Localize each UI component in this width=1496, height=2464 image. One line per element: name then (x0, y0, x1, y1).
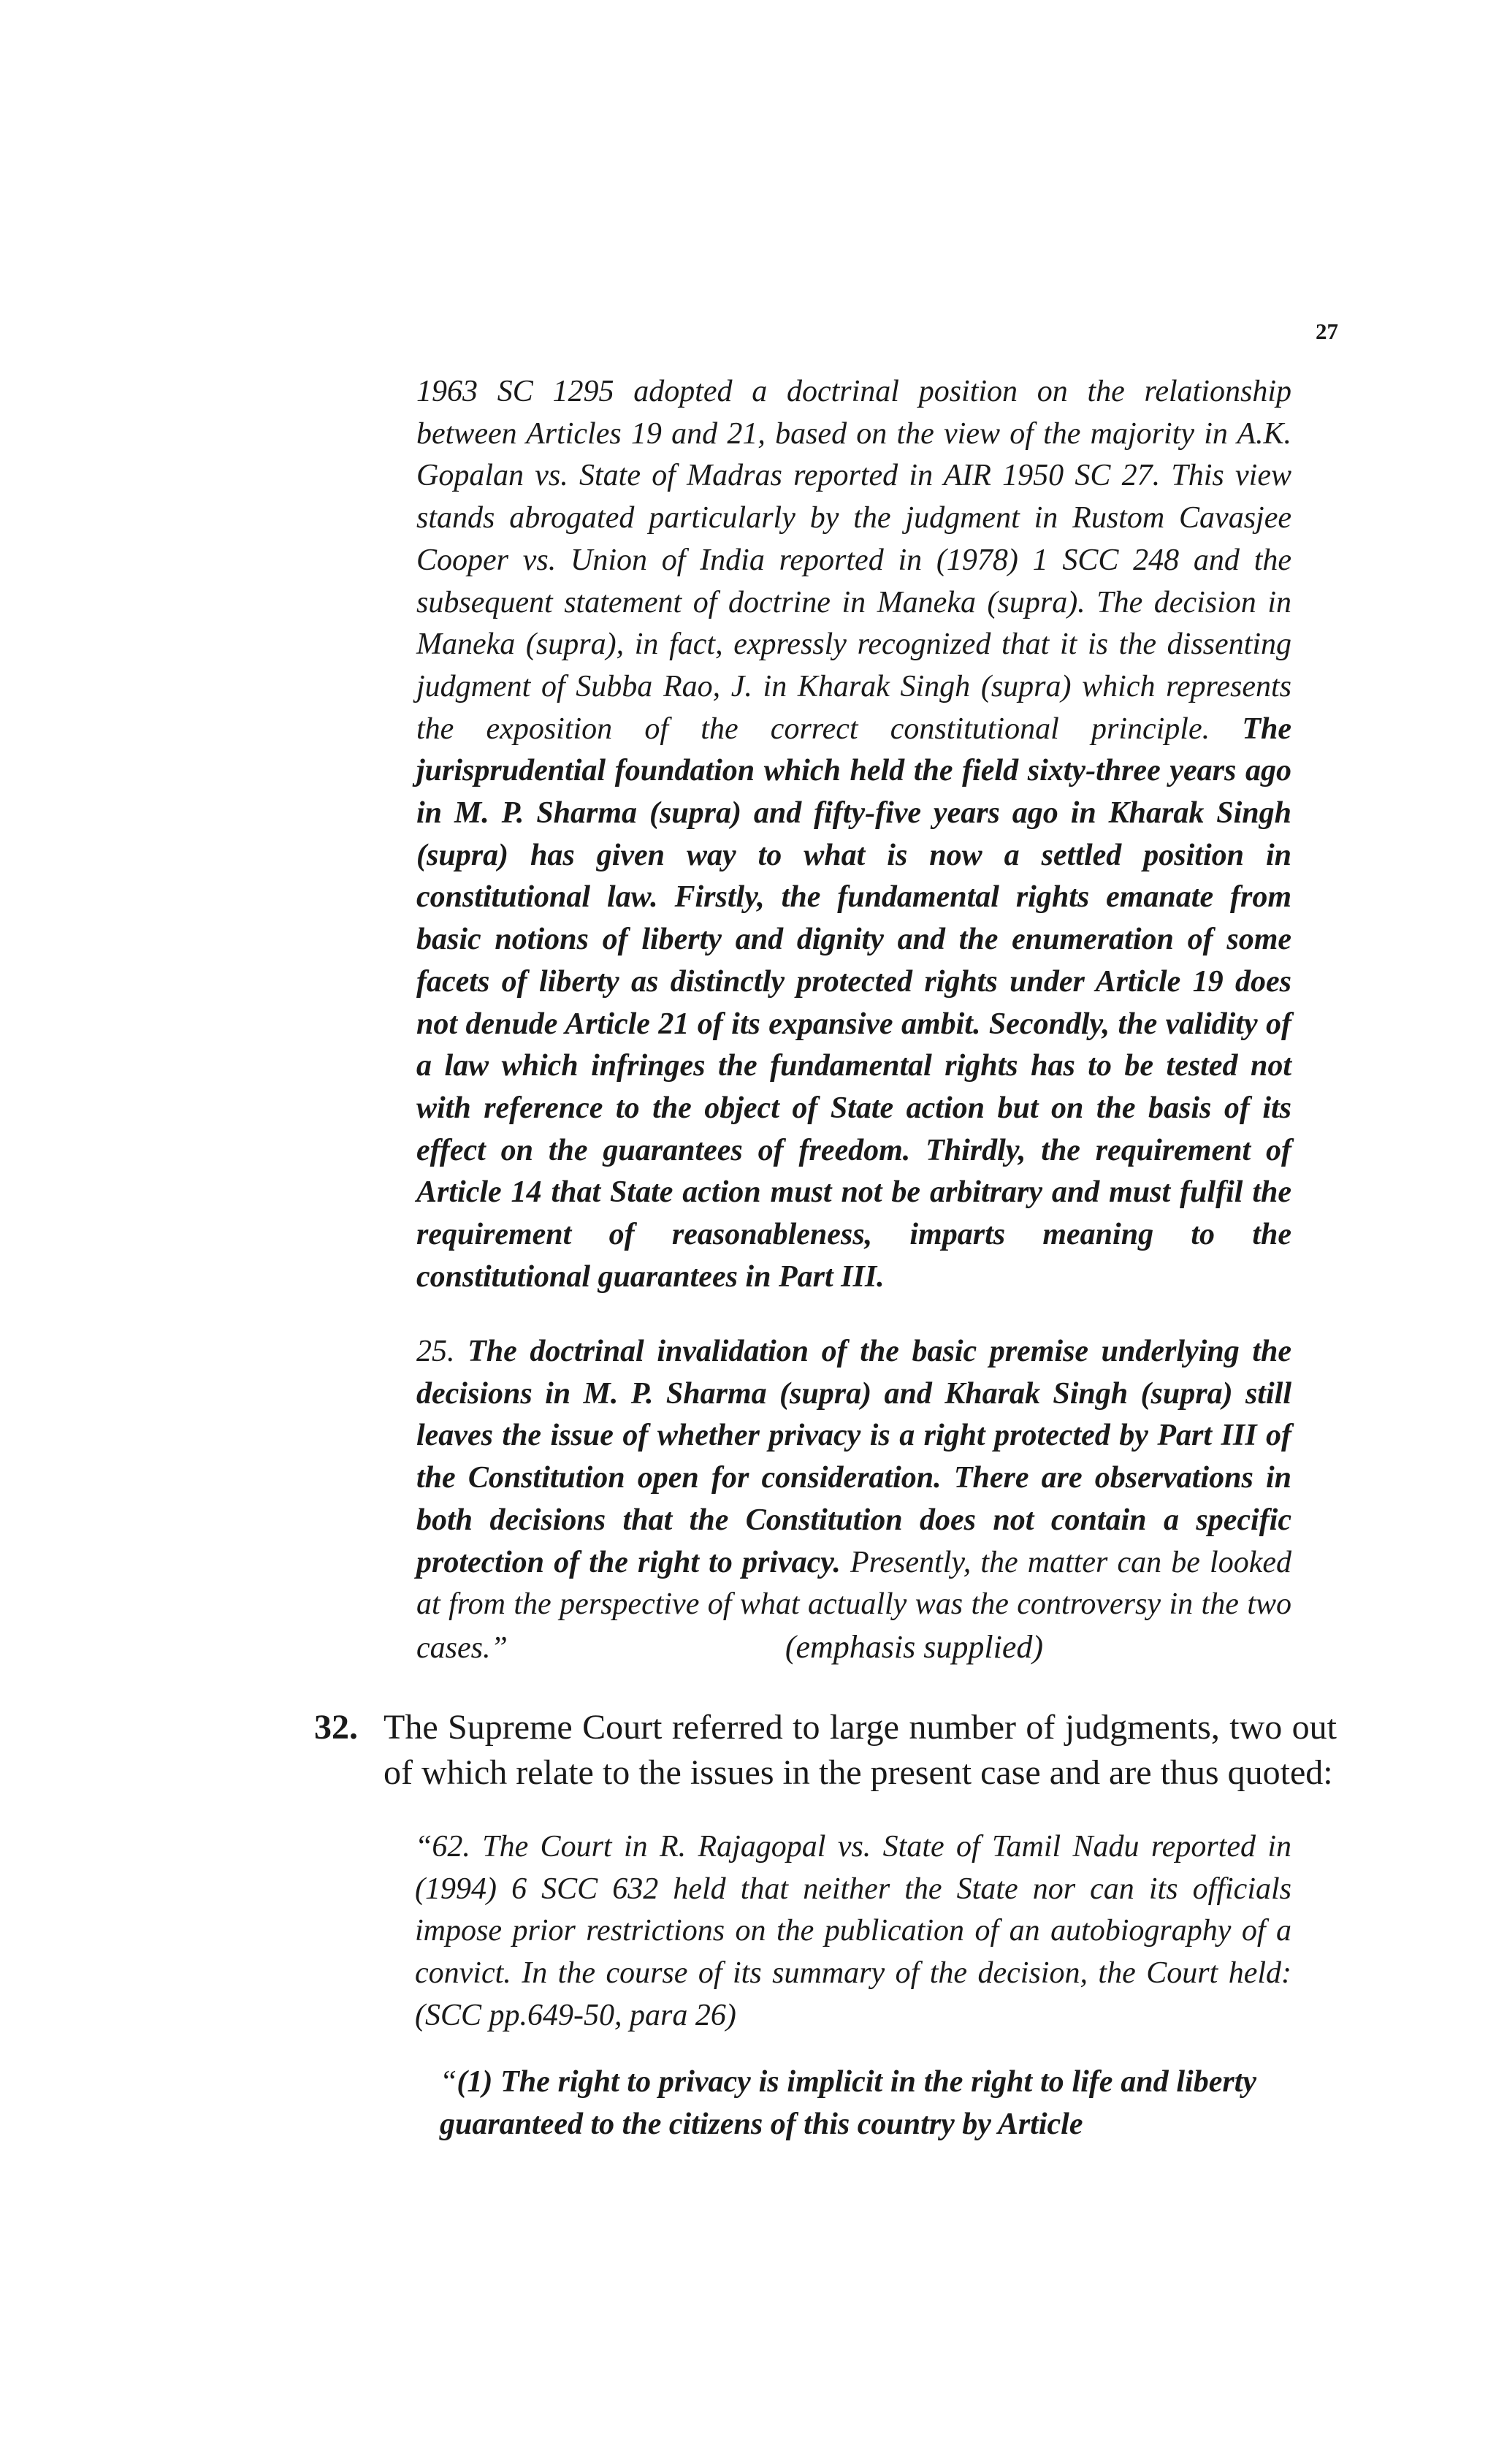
emphasized-text: (1) The right to privacy is implicit in the right to life and liberty guaranteed to the citizens of this country by Article (440, 2065, 1256, 2141)
emphasis-note: (emphasis supplied) (785, 1628, 1044, 1665)
emphasized-text: The doctrinal invalidation of the basic premise underlying the decisions in M. P. Sharma (supra) and Kharak Singh (supra) still leaves the issue of whether privacy is a right protected by Part III of the Constitution open for consideration. There are observations in both decisions that the Constitution does not contain a specific protection of the right to privacy. (416, 1335, 1291, 1579)
paragraph-text: The Supreme Court referred to large number of judgments, two out of which relate to the issues in the present case and are thus quoted: (383, 1708, 1337, 1792)
paragraph-number: 25. (416, 1335, 455, 1368)
quoted-paragraph (440, 2061, 1256, 2145)
page-number: 27 (1316, 319, 1338, 344)
emphasized-text: The jurisprudential foundation which held the field sixty-three years ago in M. P. Sharma (supra) and fifty-five years ago in Kharak Singh (supra) has given way to what is now a settled position in constitutional law. Firstly, the fundamental rights emanate from basic notions of liberty and dignity and the enumeration of some facets of liberty as distinctly protected rights under Article 19 does not denude Article 21 of its expansive ambit. Secondly, the validity of a law which infringes the fundamental rights has to be tested not with reference to the object of State action but on the basis of its effect on the guarantees of freedom. Thirdly, the requirement of Article 14 that State action must not be arbitrary and must fulfil the requirement of reasonableness, imparts meaning to the constitutional guarantees in Part III. (416, 712, 1292, 1294)
quoted-paragraph (416, 371, 1291, 1298)
paragraph-32 (314, 1705, 1337, 1796)
paragraph-number: 32. (314, 1708, 358, 1747)
italic-text: Presently, the matter can be looked at from the perspective of what actually was the controversy in the two cases.” (416, 1545, 1291, 1665)
quoted-paragraph (416, 1331, 1291, 1670)
quoted-passage-continued (416, 371, 1291, 1298)
nested-quote (440, 2061, 1256, 2145)
quoted-paragraph-25 (416, 1331, 1291, 1670)
quoted-paragraph-62 (415, 1826, 1291, 2037)
open-quote-mark: “ (440, 2065, 457, 2099)
quoted-paragraph: “62. The Court in R. Rajagopal vs. State of Tamil Nadu reported in (1994) 6 SCC 632 held that neither the State nor can its officials impose prior restrictions on the publication of an autobiography of a convict. In the course of its summary of the decision, the Court held: (SCC pp.649-50, para 26) (415, 1830, 1291, 2032)
italic-text: 1963 SC 1295 adopted a doctrinal position on the relationship between Articles 19 and 21, based on the view of the majority in A.K. Gopalan vs. State of Madras reported in AIR 1950 SC 27. This view stands abrogated particularly by the judgment in Rustom Cavasjee Cooper vs. Union of India reported in (1978) 1 SCC 248 and the subsequent statement of doctrine in Maneka (supra). The decision in Maneka (supra), in fact, expressly recognized that it is the dissenting judgment of Subba Rao, J. in Kharak Singh (supra) which represents the exposition of the correct constitutional principle. (416, 375, 1291, 746)
